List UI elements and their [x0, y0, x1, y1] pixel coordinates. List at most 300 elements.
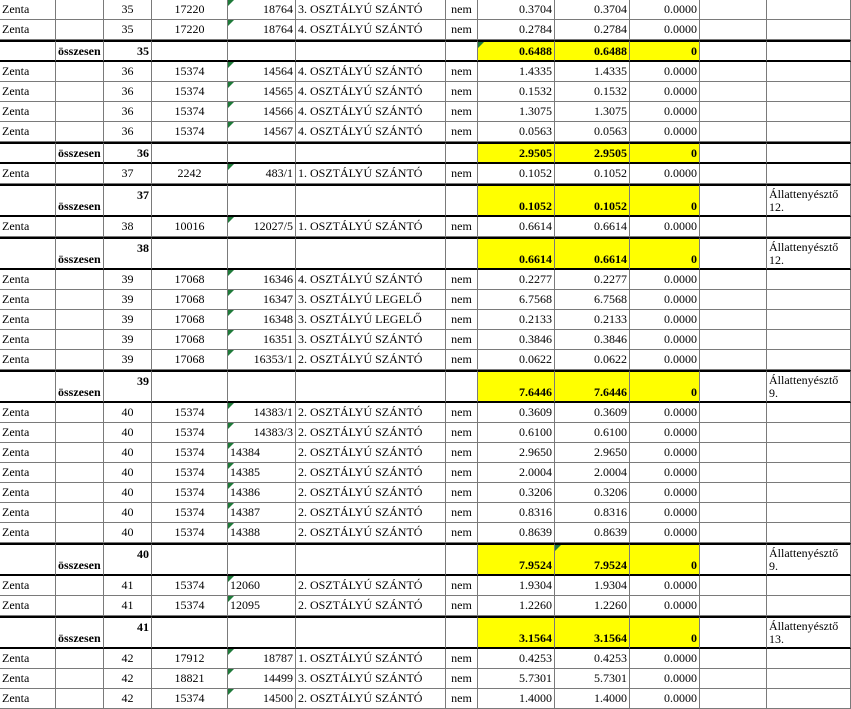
cell-owner: 10016: [152, 217, 228, 237]
cell-area-a: 0.8639: [478, 523, 555, 543]
cell-extra: [700, 503, 767, 523]
cell-culture: [296, 40, 446, 62]
cell-label: [56, 350, 104, 370]
cell-note: Állattenyésztő 12.: [767, 184, 851, 217]
cell-area-c: 0: [630, 237, 700, 270]
cell-area-a: 0.4253: [478, 649, 555, 669]
cell-note: [767, 122, 851, 142]
cell-owner: [152, 237, 228, 270]
cell-label: [56, 423, 104, 443]
cell-owner: 17068: [152, 350, 228, 370]
cell-label: [56, 443, 104, 463]
cell-block: 37: [104, 164, 152, 184]
cell-block: 35: [104, 0, 152, 20]
cell-area-b: 0.2133: [555, 310, 630, 330]
cell-owner: 17068: [152, 310, 228, 330]
cell-owner: 15374: [152, 483, 228, 503]
cell-area-c: 0: [630, 616, 700, 649]
cell-area-c: 0.0000: [630, 270, 700, 290]
cell-flag: nem: [446, 290, 478, 310]
cell-block: 40: [104, 503, 152, 523]
cell-parcel: 16347: [228, 290, 296, 310]
cell-owner: [152, 184, 228, 217]
cell-town: [0, 237, 56, 270]
cell-label: [56, 523, 104, 543]
cell-parcel: 12060: [228, 576, 296, 596]
cell-culture: [296, 543, 446, 576]
cell-label: [56, 483, 104, 503]
cell-owner: [152, 543, 228, 576]
table-row: [0, 20, 851, 40]
cell-area-c: 0.0000: [630, 483, 700, 503]
cell-parcel: 16346: [228, 270, 296, 290]
cell-town: Zenta: [0, 596, 56, 616]
cell-extra: [700, 370, 767, 403]
cell-extra: [700, 350, 767, 370]
cell-area-c: 0.0000: [630, 290, 700, 310]
cell-extra: [700, 649, 767, 669]
cell-block: 39: [104, 290, 152, 310]
cell-note: Állattenyésztő 13.: [767, 616, 851, 649]
cell-note: [767, 0, 851, 20]
cell-extra: [700, 543, 767, 576]
cell-extra: [700, 62, 767, 82]
cell-area-b: 0.8316: [555, 503, 630, 523]
cell-extra: [700, 82, 767, 102]
cell-extra: [700, 270, 767, 290]
table-row: [0, 290, 851, 310]
cell-owner: 15374: [152, 82, 228, 102]
cell-parcel: 14388: [228, 523, 296, 543]
cell-owner: 15374: [152, 62, 228, 82]
cell-label: [56, 649, 104, 669]
cell-area-c: 0.0000: [630, 217, 700, 237]
cell-block: 40: [104, 463, 152, 483]
cell-area-a: 0.1052: [478, 184, 555, 217]
cell-flag: nem: [446, 483, 478, 503]
cell-flag: nem: [446, 576, 478, 596]
cell-culture: 3. OSZTÁLYÚ SZÁNTÓ: [296, 0, 446, 20]
cell-flag: nem: [446, 523, 478, 543]
subtotal-row: [0, 370, 851, 403]
cell-block: 41: [104, 576, 152, 596]
cell-town: [0, 40, 56, 62]
cell-extra: [700, 310, 767, 330]
cell-flag: nem: [446, 403, 478, 423]
cell-parcel: 14385: [228, 463, 296, 483]
cell-label: [56, 270, 104, 290]
cell-flag: nem: [446, 423, 478, 443]
cell-flag: nem: [446, 350, 478, 370]
table-row: [0, 62, 851, 82]
table-row: [0, 576, 851, 596]
cell-label: [56, 310, 104, 330]
cell-flag: [446, 370, 478, 403]
cell-note: [767, 576, 851, 596]
cell-extra: [700, 443, 767, 463]
table-row: [0, 102, 851, 122]
cell-area-a: 7.9524: [478, 543, 555, 576]
cell-culture: 2. OSZTÁLYÚ SZÁNTÓ: [296, 483, 446, 503]
cell-note: [767, 330, 851, 350]
table-row: [0, 270, 851, 290]
cell-culture: 1. OSZTÁLYÚ SZÁNTÓ: [296, 649, 446, 669]
cell-owner: 15374: [152, 122, 228, 142]
cell-culture: 2. OSZTÁLYÚ SZÁNTÓ: [296, 443, 446, 463]
cell-owner: 17220: [152, 0, 228, 20]
cell-label: összesen: [56, 184, 104, 217]
cell-area-c: 0.0000: [630, 0, 700, 20]
cell-parcel: 14383/1: [228, 403, 296, 423]
cell-area-b: 0.1052: [555, 184, 630, 217]
cell-flag: nem: [446, 443, 478, 463]
cell-area-b: 0.3704: [555, 0, 630, 20]
cell-extra: [700, 102, 767, 122]
cell-extra: [700, 463, 767, 483]
cell-owner: 17068: [152, 290, 228, 310]
cell-note: [767, 82, 851, 102]
cell-flag: [446, 237, 478, 270]
cell-area-a: 0.1052: [478, 164, 555, 184]
cell-block: 39: [104, 270, 152, 290]
cell-town: [0, 184, 56, 217]
cell-area-a: 1.2260: [478, 596, 555, 616]
table-row: [0, 350, 851, 370]
cell-block: 40: [104, 403, 152, 423]
cell-area-c: 0: [630, 184, 700, 217]
cell-town: Zenta: [0, 649, 56, 669]
cell-block: 40: [104, 423, 152, 443]
cell-note: [767, 310, 851, 330]
cell-note: Állattenyésztő 9.: [767, 543, 851, 576]
cell-flag: nem: [446, 20, 478, 40]
table-row: [0, 217, 851, 237]
cell-culture: 4. OSZTÁLYÚ SZÁNTÓ: [296, 122, 446, 142]
cell-extra: [700, 142, 767, 164]
cell-culture: 2. OSZTÁLYÚ SZÁNTÓ: [296, 576, 446, 596]
cell-area-b: 0.6100: [555, 423, 630, 443]
table-row: [0, 164, 851, 184]
cell-parcel: 16353/1: [228, 350, 296, 370]
cell-parcel: 14383/3: [228, 423, 296, 443]
cell-label: összesen: [56, 616, 104, 649]
cell-area-a: 0.2133: [478, 310, 555, 330]
cell-block: 35: [104, 40, 152, 62]
cell-owner: 17220: [152, 20, 228, 40]
cell-area-c: 0.0000: [630, 423, 700, 443]
cell-town: Zenta: [0, 503, 56, 523]
cell-flag: [446, 40, 478, 62]
cell-extra: [700, 403, 767, 423]
cell-area-b: 3.1564: [555, 616, 630, 649]
cell-flag: nem: [446, 102, 478, 122]
cell-area-c: 0.0000: [630, 350, 700, 370]
cell-culture: [296, 142, 446, 164]
cell-note: [767, 596, 851, 616]
cell-extra: [700, 40, 767, 62]
table-row: [0, 689, 851, 709]
cell-block: 36: [104, 62, 152, 82]
cell-note: [767, 523, 851, 543]
cell-flag: [446, 616, 478, 649]
cell-note: [767, 217, 851, 237]
table-row: [0, 423, 851, 443]
cell-note: [767, 102, 851, 122]
cell-area-a: 0.3846: [478, 330, 555, 350]
cell-flag: nem: [446, 463, 478, 483]
cell-parcel: 14566: [228, 102, 296, 122]
cell-area-c: 0.0000: [630, 443, 700, 463]
cell-area-c: 0.0000: [630, 102, 700, 122]
cell-area-c: 0: [630, 543, 700, 576]
cell-area-c: 0.0000: [630, 330, 700, 350]
cell-area-b: 0.8639: [555, 523, 630, 543]
cell-note: [767, 40, 851, 62]
cell-block: 36: [104, 142, 152, 164]
cell-parcel: 14387: [228, 503, 296, 523]
cell-block: 42: [104, 669, 152, 689]
cell-area-b: 0.3206: [555, 483, 630, 503]
cell-extra: [700, 217, 767, 237]
cell-label: összesen: [56, 142, 104, 164]
cell-area-a: 0.3206: [478, 483, 555, 503]
cell-label: [56, 20, 104, 40]
cell-area-a: 1.4000: [478, 689, 555, 709]
cell-note: [767, 270, 851, 290]
cell-note: Állattenyésztő 9.: [767, 370, 851, 403]
cell-label: [56, 290, 104, 310]
cell-area-a: 7.6446: [478, 370, 555, 403]
cell-parcel: 16351: [228, 330, 296, 350]
cell-block: 42: [104, 689, 152, 709]
cell-culture: 2. OSZTÁLYÚ SZÁNTÓ: [296, 463, 446, 483]
cell-flag: nem: [446, 596, 478, 616]
cell-owner: 15374: [152, 423, 228, 443]
cell-label: [56, 669, 104, 689]
cell-label: [56, 503, 104, 523]
subtotal-row: [0, 616, 851, 649]
cell-flag: nem: [446, 503, 478, 523]
cell-town: Zenta: [0, 217, 56, 237]
cell-culture: 2. OSZTÁLYÚ SZÁNTÓ: [296, 689, 446, 709]
cell-flag: nem: [446, 82, 478, 102]
cell-culture: 4. OSZTÁLYÚ SZÁNTÓ: [296, 62, 446, 82]
cell-owner: 15374: [152, 523, 228, 543]
cell-area-b: 0.0563: [555, 122, 630, 142]
cell-owner: 15374: [152, 689, 228, 709]
cell-owner: 18821: [152, 669, 228, 689]
cell-area-c: 0.0000: [630, 20, 700, 40]
cell-label: [56, 82, 104, 102]
cell-area-a: 0.6488: [478, 40, 555, 62]
cell-flag: nem: [446, 689, 478, 709]
cell-extra: [700, 164, 767, 184]
cell-flag: [446, 184, 478, 217]
cell-label: összesen: [56, 40, 104, 62]
cell-area-b: 0.0622: [555, 350, 630, 370]
table-row: [0, 403, 851, 423]
cell-area-c: 0.0000: [630, 689, 700, 709]
cell-extra: [700, 483, 767, 503]
table-row: [0, 310, 851, 330]
table-row: [0, 122, 851, 142]
cell-town: Zenta: [0, 310, 56, 330]
cell-town: [0, 142, 56, 164]
cell-parcel: 16348: [228, 310, 296, 330]
cell-area-a: 0.0622: [478, 350, 555, 370]
cell-area-b: 1.4335: [555, 62, 630, 82]
cell-area-a: 2.9505: [478, 142, 555, 164]
cell-extra: [700, 616, 767, 649]
table-row: [0, 503, 851, 523]
table-row: [0, 82, 851, 102]
cell-note: [767, 164, 851, 184]
cell-label: [56, 62, 104, 82]
cell-flag: nem: [446, 270, 478, 290]
cell-parcel: 14500: [228, 689, 296, 709]
cell-owner: 17068: [152, 270, 228, 290]
cell-note: [767, 443, 851, 463]
cell-area-b: 0.2784: [555, 20, 630, 40]
cell-area-a: 1.9304: [478, 576, 555, 596]
cell-area-b: 0.3846: [555, 330, 630, 350]
cell-town: Zenta: [0, 20, 56, 40]
cell-parcel: 12027/5: [228, 217, 296, 237]
cell-owner: [152, 370, 228, 403]
cell-owner: 15374: [152, 102, 228, 122]
cell-culture: 3. OSZTÁLYÚ SZÁNTÓ: [296, 330, 446, 350]
cell-area-c: 0.0000: [630, 649, 700, 669]
cell-flag: nem: [446, 122, 478, 142]
table-row: [0, 669, 851, 689]
cell-parcel: [228, 370, 296, 403]
cell-label: [56, 164, 104, 184]
table-row: [0, 330, 851, 350]
cell-owner: [152, 40, 228, 62]
cell-flag: nem: [446, 164, 478, 184]
cell-flag: nem: [446, 62, 478, 82]
cell-town: Zenta: [0, 443, 56, 463]
cell-parcel: [228, 616, 296, 649]
cell-note: [767, 142, 851, 164]
cell-label: [56, 463, 104, 483]
cell-label: [56, 689, 104, 709]
table-row: [0, 463, 851, 483]
cell-owner: [152, 142, 228, 164]
cell-area-b: 1.9304: [555, 576, 630, 596]
cell-area-b: 0.1532: [555, 82, 630, 102]
cell-flag: nem: [446, 669, 478, 689]
cell-area-a: 0.6614: [478, 217, 555, 237]
cell-owner: 2242: [152, 164, 228, 184]
cell-block: 39: [104, 350, 152, 370]
cell-block: 40: [104, 523, 152, 543]
cell-town: [0, 370, 56, 403]
cell-area-b: 0.1052: [555, 164, 630, 184]
cell-area-c: 0.0000: [630, 463, 700, 483]
cell-town: Zenta: [0, 403, 56, 423]
cell-note: [767, 463, 851, 483]
cell-block: 36: [104, 102, 152, 122]
subtotal-row: [0, 237, 851, 270]
cell-block: 40: [104, 543, 152, 576]
cell-area-b: 1.3075: [555, 102, 630, 122]
cell-culture: 2. OSZTÁLYÚ SZÁNTÓ: [296, 596, 446, 616]
cell-area-b: 2.9505: [555, 142, 630, 164]
cell-culture: [296, 184, 446, 217]
cell-block: 42: [104, 649, 152, 669]
cell-town: Zenta: [0, 102, 56, 122]
cell-town: Zenta: [0, 463, 56, 483]
cell-owner: 17912: [152, 649, 228, 669]
cell-label: [56, 102, 104, 122]
cell-culture: 2. OSZTÁLYÚ SZÁNTÓ: [296, 503, 446, 523]
cell-extra: [700, 20, 767, 40]
cell-area-a: 1.4335: [478, 62, 555, 82]
cell-block: 35: [104, 20, 152, 40]
cell-note: [767, 62, 851, 82]
cell-area-a: 5.7301: [478, 669, 555, 689]
cell-block: 38: [104, 237, 152, 270]
cell-area-a: 0.2277: [478, 270, 555, 290]
cell-area-b: 0.6488: [555, 40, 630, 62]
cell-parcel: 483/1: [228, 164, 296, 184]
cell-area-c: 0: [630, 142, 700, 164]
cell-town: Zenta: [0, 270, 56, 290]
cell-area-c: 0.0000: [630, 596, 700, 616]
cell-area-b: 2.9650: [555, 443, 630, 463]
cell-note: [767, 669, 851, 689]
cell-owner: 15374: [152, 403, 228, 423]
cell-town: Zenta: [0, 523, 56, 543]
cell-area-b: 2.0004: [555, 463, 630, 483]
cell-area-a: 0.3704: [478, 0, 555, 20]
cell-culture: 4. OSZTÁLYÚ SZÁNTÓ: [296, 20, 446, 40]
cell-area-b: 0.6614: [555, 217, 630, 237]
cell-parcel: 18764: [228, 20, 296, 40]
cell-flag: [446, 543, 478, 576]
cell-area-b: 1.4000: [555, 689, 630, 709]
cell-label: [56, 122, 104, 142]
cell-extra: [700, 576, 767, 596]
cell-culture: 3. OSZTÁLYÚ LEGELŐ: [296, 310, 446, 330]
cell-parcel: [228, 40, 296, 62]
cell-area-b: 0.4253: [555, 649, 630, 669]
cell-area-b: 0.6614: [555, 237, 630, 270]
cell-extra: [700, 122, 767, 142]
cell-area-c: 0.0000: [630, 669, 700, 689]
cell-culture: 1. OSZTÁLYÚ SZÁNTÓ: [296, 164, 446, 184]
cell-block: 41: [104, 616, 152, 649]
cell-note: Állattenyésztő 12.: [767, 237, 851, 270]
cell-block: 39: [104, 310, 152, 330]
cell-area-c: 0.0000: [630, 403, 700, 423]
table-row: [0, 523, 851, 543]
cell-owner: [152, 616, 228, 649]
cell-town: Zenta: [0, 62, 56, 82]
cell-owner: 15374: [152, 443, 228, 463]
cell-label: [56, 330, 104, 350]
cell-town: Zenta: [0, 330, 56, 350]
cell-parcel: 18787: [228, 649, 296, 669]
cell-town: Zenta: [0, 290, 56, 310]
cell-area-b: 1.2260: [555, 596, 630, 616]
cell-block: 40: [104, 443, 152, 463]
cell-parcel: [228, 184, 296, 217]
cell-area-c: 0.0000: [630, 164, 700, 184]
cell-area-b: 5.7301: [555, 669, 630, 689]
cell-town: Zenta: [0, 576, 56, 596]
